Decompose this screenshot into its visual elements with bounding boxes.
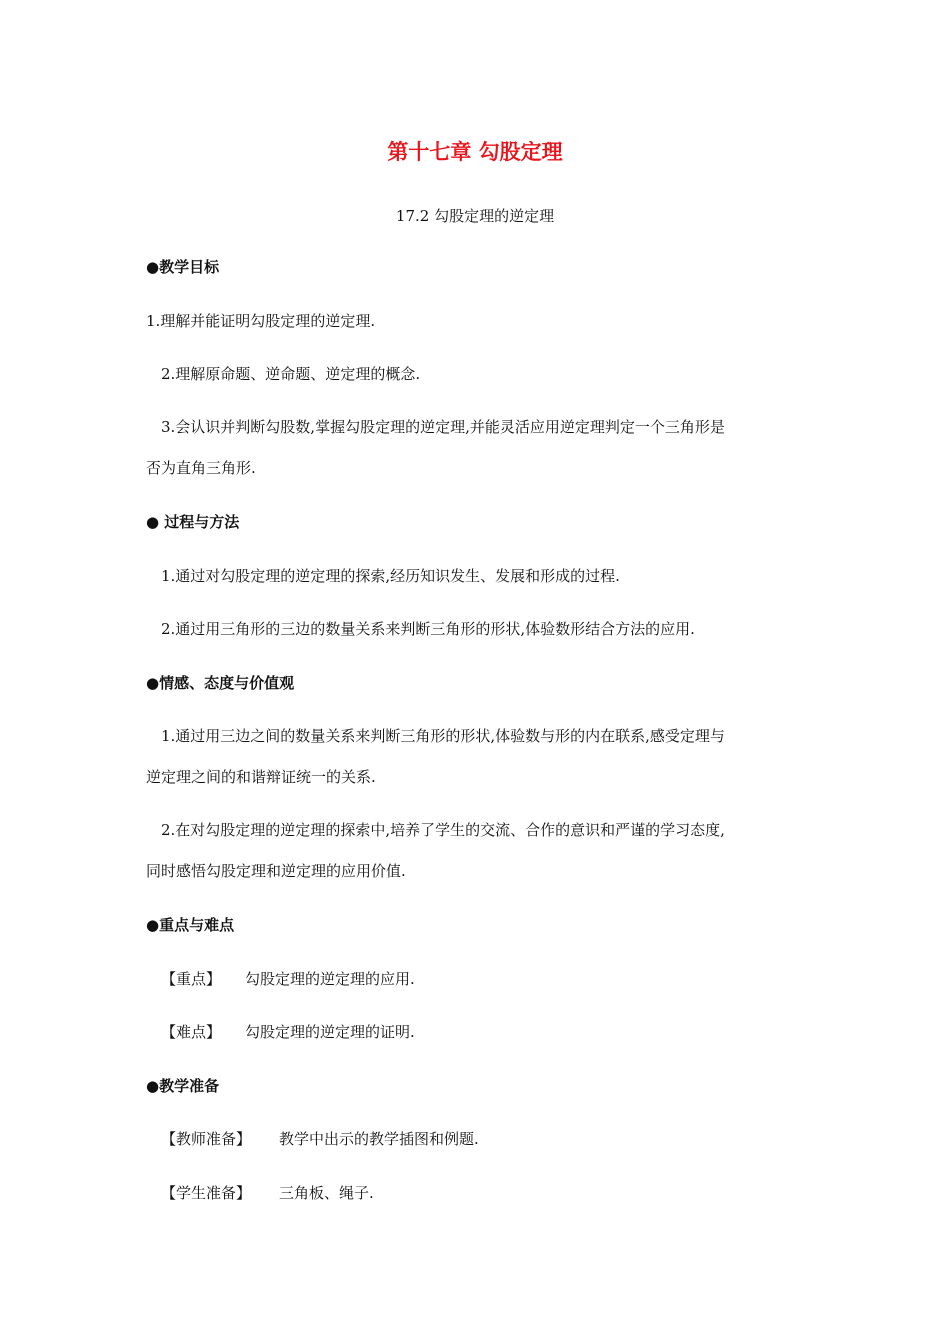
emotion-item-2: 2.在对勾股定理的逆定理的探索中,培养了学生的交流、合作的意识和严谨的学习态度,: [161, 821, 725, 839]
key-label: 【重点】: [161, 970, 222, 988]
process-item-2: 2.通过用三角形的三边的数量关系来判断三角形的形状,体验数形结合方法的应用.: [161, 620, 695, 638]
key-point-row: [161, 969, 415, 989]
teacher-prep-label: 【教师准备】: [161, 1130, 252, 1148]
emotion-item-1-continued: 逆定理之间的和谐辩证统一的关系.: [146, 768, 376, 786]
key-text: 勾股定理的逆定理的应用.: [245, 970, 415, 988]
key-points-heading: ●重点与难点: [146, 916, 235, 934]
process-item-1: 1.通过对勾股定理的逆定理的探索,经历知识发生、发展和形成的过程.: [161, 567, 620, 585]
student-prep-text: 三角板、绳子.: [279, 1184, 374, 1202]
goal-item-2: 2.理解原命题、逆命题、逆定理的概念.: [161, 365, 421, 383]
emotion-heading: ●情感、态度与价值观: [146, 674, 295, 692]
emotion-item-2-continued: 同时感悟勾股定理和逆定理的应用价值.: [146, 862, 406, 880]
emotion-item-1: 1.通过用三边之间的数量关系来判断三角形的形状,体验数与形的内在联系,感受定理与: [161, 727, 725, 745]
student-prep-row: [161, 1183, 374, 1203]
goal-item-3: 3.会认识并判断勾股数,掌握勾股定理的逆定理,并能灵活应用逆定理判定一个三角形是: [161, 418, 725, 436]
goal-item-1: 1.理解并能证明勾股定理的逆定理.: [146, 312, 376, 330]
preparation-heading: ●教学准备: [146, 1077, 220, 1095]
goal-item-3-continued: 否为直角三角形.: [146, 459, 256, 477]
teacher-prep-row: [161, 1129, 479, 1149]
difficulty-row: [161, 1022, 415, 1042]
teacher-prep-text: 教学中出示的教学插图和例题.: [279, 1130, 479, 1148]
chapter-title: 第十七章 勾股定理: [387, 140, 563, 164]
goals-heading: ●教学目标: [146, 258, 220, 276]
difficulty-label: 【难点】: [161, 1023, 222, 1041]
student-prep-label: 【学生准备】: [161, 1184, 252, 1202]
section-title: 17.2 勾股定理的逆定理: [395, 207, 555, 225]
process-heading: ● 过程与方法: [146, 513, 240, 531]
difficulty-text: 勾股定理的逆定理的证明.: [245, 1023, 415, 1041]
